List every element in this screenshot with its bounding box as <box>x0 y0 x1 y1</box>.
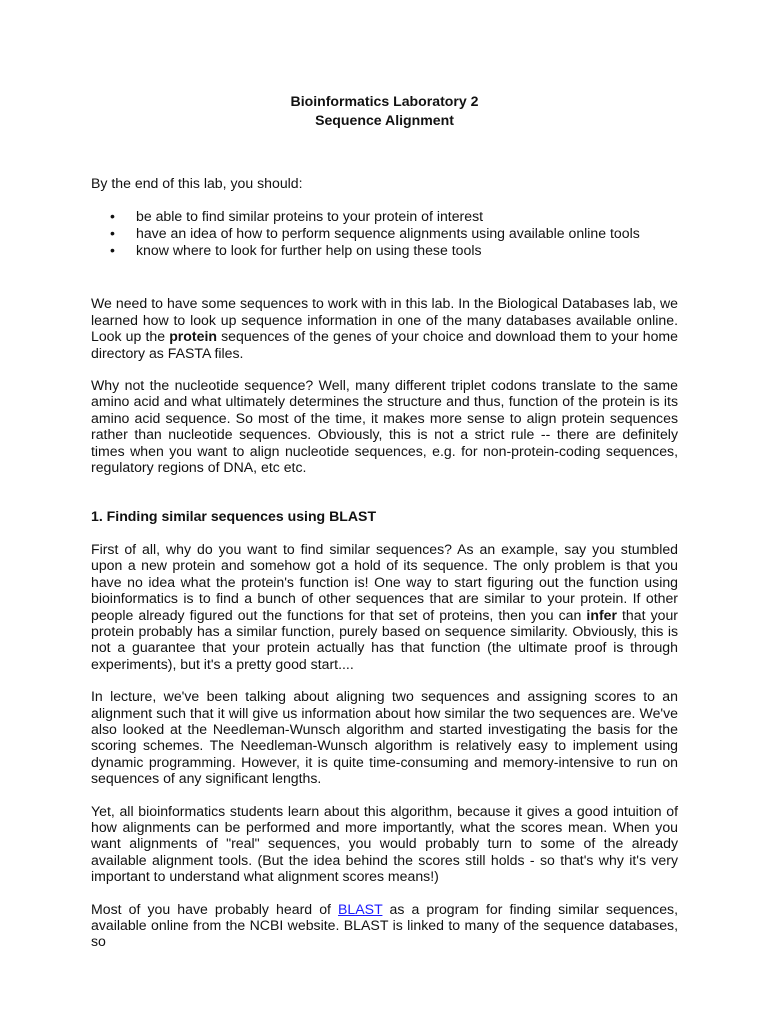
paragraph-text: that your protein probably has a similar function, purely based on sequence similarity. Obviously, this is not a guarantee that your protein actually has that function (the ultimate proof is through experiments), but it's a pretty good start.... <box>91 606 678 672</box>
list-item <box>110 208 678 225</box>
paragraph-nucleotide: Why not the nucleotide sequence? Well, many different triplet codons translate to the same amino acid and what ultimately determines the structure and thus, function of the protein is its amino acid sequence. So most of the time, it makes more sense to align protein sequences rather than nucleotide sequences. Obviously, this is not a strict rule -- there are definitely times when you want to align nucleotide sequences, e.g. for non-protein-coding sequences, regulatory regions of DNA, etc etc. <box>91 377 678 476</box>
objective-text: know where to look for further help on using these tools <box>136 242 482 259</box>
intro-text: By the end of this lab, you should: <box>91 175 303 191</box>
document-title <box>91 92 678 130</box>
title-line-1: Bioinformatics Laboratory 2 <box>290 93 479 109</box>
paragraph-text: We need to have some sequences to work with in this lab. In the Biological Databases lab, we learned how to look up sequence information in one of the many databases available online. Look up the <box>91 295 678 345</box>
objective-text: have an idea of how to perform sequence alignments using available online tools <box>136 225 640 242</box>
paragraph-text: First of all, why do you want to find similar sequences? As an example, say you stumbled upon a new protein and somehow got a hold of its sequence. The only problem is that you have no idea what the protein's function is! One way to start figuring out the function using bioinformatics is to find a bunch of other sequences that are similar to your protein. If other people already figured out the functions for that set of proteins, then you can <box>91 540 678 623</box>
section-heading: 1. Finding similar sequences using BLAST <box>91 508 377 525</box>
list-item <box>110 242 678 259</box>
bullet-icon: • <box>110 242 115 259</box>
blast-link[interactable]: BLAST <box>338 900 383 917</box>
title-line-2: Sequence Alignment <box>315 112 454 128</box>
bullet-icon: • <box>110 208 115 225</box>
bold-term-protein: protein <box>169 328 217 345</box>
bullet-icon: • <box>110 225 115 242</box>
bold-term-infer: infer <box>586 606 617 623</box>
paragraph-algorithm: Yet, all bioinformatics students learn about this algorithm, because it gives a good intuition of how alignments can be performed and more importantly, what the scores mean. When you want alignments of "real" sequences, you would probably turn to some of the already available alignment tools. (But the idea behind the scores still holds - so that's why it's very important to understand what alignment scores means!) <box>91 802 678 885</box>
objectives-list <box>91 208 678 259</box>
paragraph-why-similar <box>91 541 678 672</box>
objective-text: be able to find similar proteins to your protein of interest <box>136 208 484 225</box>
list-item <box>110 225 678 242</box>
paragraph-lecture: In lecture, we've been talking about aligning two sequences and assigning scores to an alignment such that it will give us information about how similar the two sequences are. We've also looked at the Needleman-Wunsch algorithm and started investigating the basis for the scoring schemes. The Needleman-Wunsch algorithm is relatively easy to implement using dynamic programming. However, it is quite time-consuming and memory-intensive to run on sequences of any significant lengths. <box>91 688 678 787</box>
paragraph-text: sequences of the genes of your choice and download them to your home directory as FASTA files. <box>91 328 679 361</box>
paragraph-text: Most of you have probably heard of <box>91 900 339 917</box>
paragraph-blast <box>91 901 678 950</box>
paragraph-sequences <box>91 295 678 361</box>
document-page <box>91 92 678 950</box>
paragraph-text: as a program for finding similar sequences, available online from the NCBI website. BLAST is linked to many of the sequence databases, so <box>91 900 678 950</box>
